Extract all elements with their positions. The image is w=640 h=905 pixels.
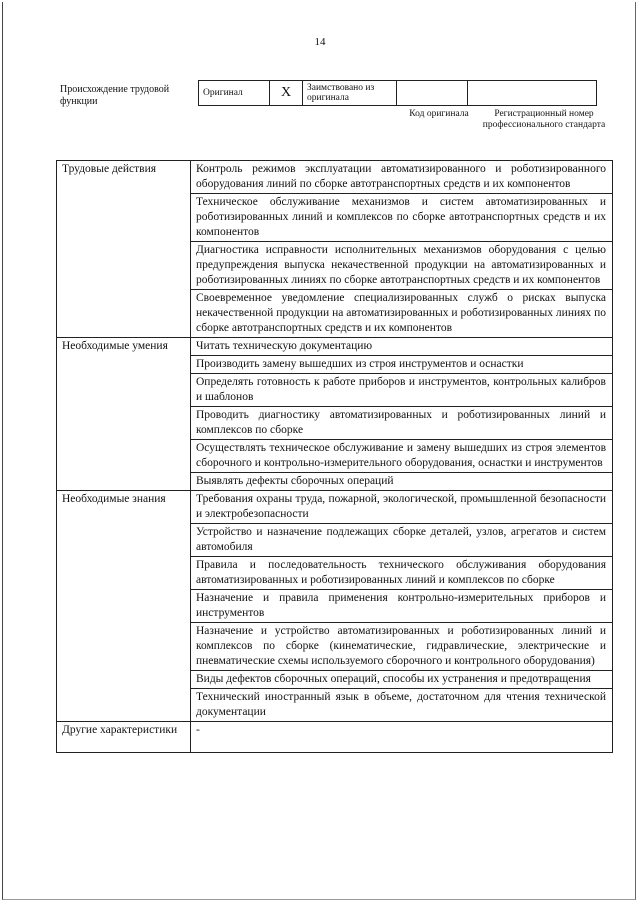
list-item: Устройство и назначение подлежащих сборке деталей, узлов, агрегатов и систем автомобиля — [191, 524, 612, 557]
origin-label: Происхождение трудовой функции — [60, 84, 170, 107]
list-item: Выявлять дефекты сборочных операций — [196, 475, 394, 487]
list-item: Назначение и правила применения контрольно-измерительных приборов и инструментов — [191, 590, 612, 623]
list-item: Проводить диагностику автоматизированных и роботизированных линий и комплексов по сборке — [191, 407, 612, 440]
list-item: - — [196, 724, 200, 736]
table-row — [57, 491, 613, 722]
registration-number-cell — [468, 81, 597, 106]
registration-caption: Регистрационный номер профессионального стандарта — [482, 109, 606, 130]
original-label: Оригинал — [199, 81, 270, 106]
labor-function-table — [56, 160, 613, 753]
items-cell — [191, 722, 613, 753]
category-cell: Необходимые умения — [57, 338, 191, 491]
list-item: Осуществлять техническое обслуживание и замену вышедших из строя элементов сборочного и контрольно-измерительного оборудования, оснастки и инструментов — [191, 440, 612, 473]
original-mark: X — [270, 81, 303, 106]
list-item: Техническое обслуживание механизмов и систем автоматизированных и роботизированных линий и комплексов по сборке автотранспортных средств и их компонентов — [191, 194, 612, 242]
borrowed-label: Заимствовано из оригинала — [303, 81, 397, 106]
list-item: Своевременное уведомление специализированных служб о рисках выпуска некачественной продукции на автоматизированных и роботизированных линиях по сборке автотранспортных средств и их компонентов — [196, 292, 606, 334]
list-item: Читать техническую документацию — [191, 338, 612, 356]
list-item: Производить замену вышедших из строя инструментов и оснастки — [191, 356, 612, 374]
items-cell — [191, 491, 613, 722]
list-item: Правила и последовательность технического обслуживания оборудования автоматизированных и роботизированных линий и комплексов по сборке — [191, 557, 612, 590]
items-cell — [191, 338, 613, 491]
list-item: Технический иностранный язык в объеме, достаточном для чтения технической документации — [196, 691, 606, 718]
page-number: 14 — [314, 36, 326, 48]
items-cell — [191, 161, 613, 338]
category-cell: Трудовые действия — [57, 161, 191, 338]
table-row — [57, 722, 613, 753]
code-caption: Код оригинала — [409, 109, 469, 119]
list-item: Диагностика исправности исполнительных механизмов оборудования с целью предупреждения выпуска некачественной продукции на автоматизированных и роботизированных линиях по сборке автотранспортных средств и их компонентов — [191, 242, 612, 290]
table-row — [57, 338, 613, 491]
list-item: Определять готовность к работе приборов и инструментов, контрольных калибров и шаблонов — [191, 374, 612, 407]
table-row — [57, 161, 613, 338]
origin-table — [198, 80, 597, 106]
list-item: Виды дефектов сборочных операций, способы их устранения и предотвращения — [191, 671, 612, 689]
list-item: Требования охраны труда, пожарной, экологической, промышленной безопасности и электробезопасности — [191, 491, 612, 524]
original-code-cell — [397, 81, 468, 106]
list-item: Контроль режимов эксплуатации автоматизированного и роботизированного оборудования линий по сборке автотранспортных средств и их компонентов — [191, 161, 612, 194]
category-cell: Другие характеристики — [57, 722, 191, 753]
category-cell: Необходимые знания — [57, 491, 191, 722]
list-item: Назначение и устройство автоматизированных и роботизированных линий и комплексов по сборке (кинематические, гидравлические, электрические и пневматические схемы используемого сборочного и контрольного оборудования) — [191, 623, 612, 671]
